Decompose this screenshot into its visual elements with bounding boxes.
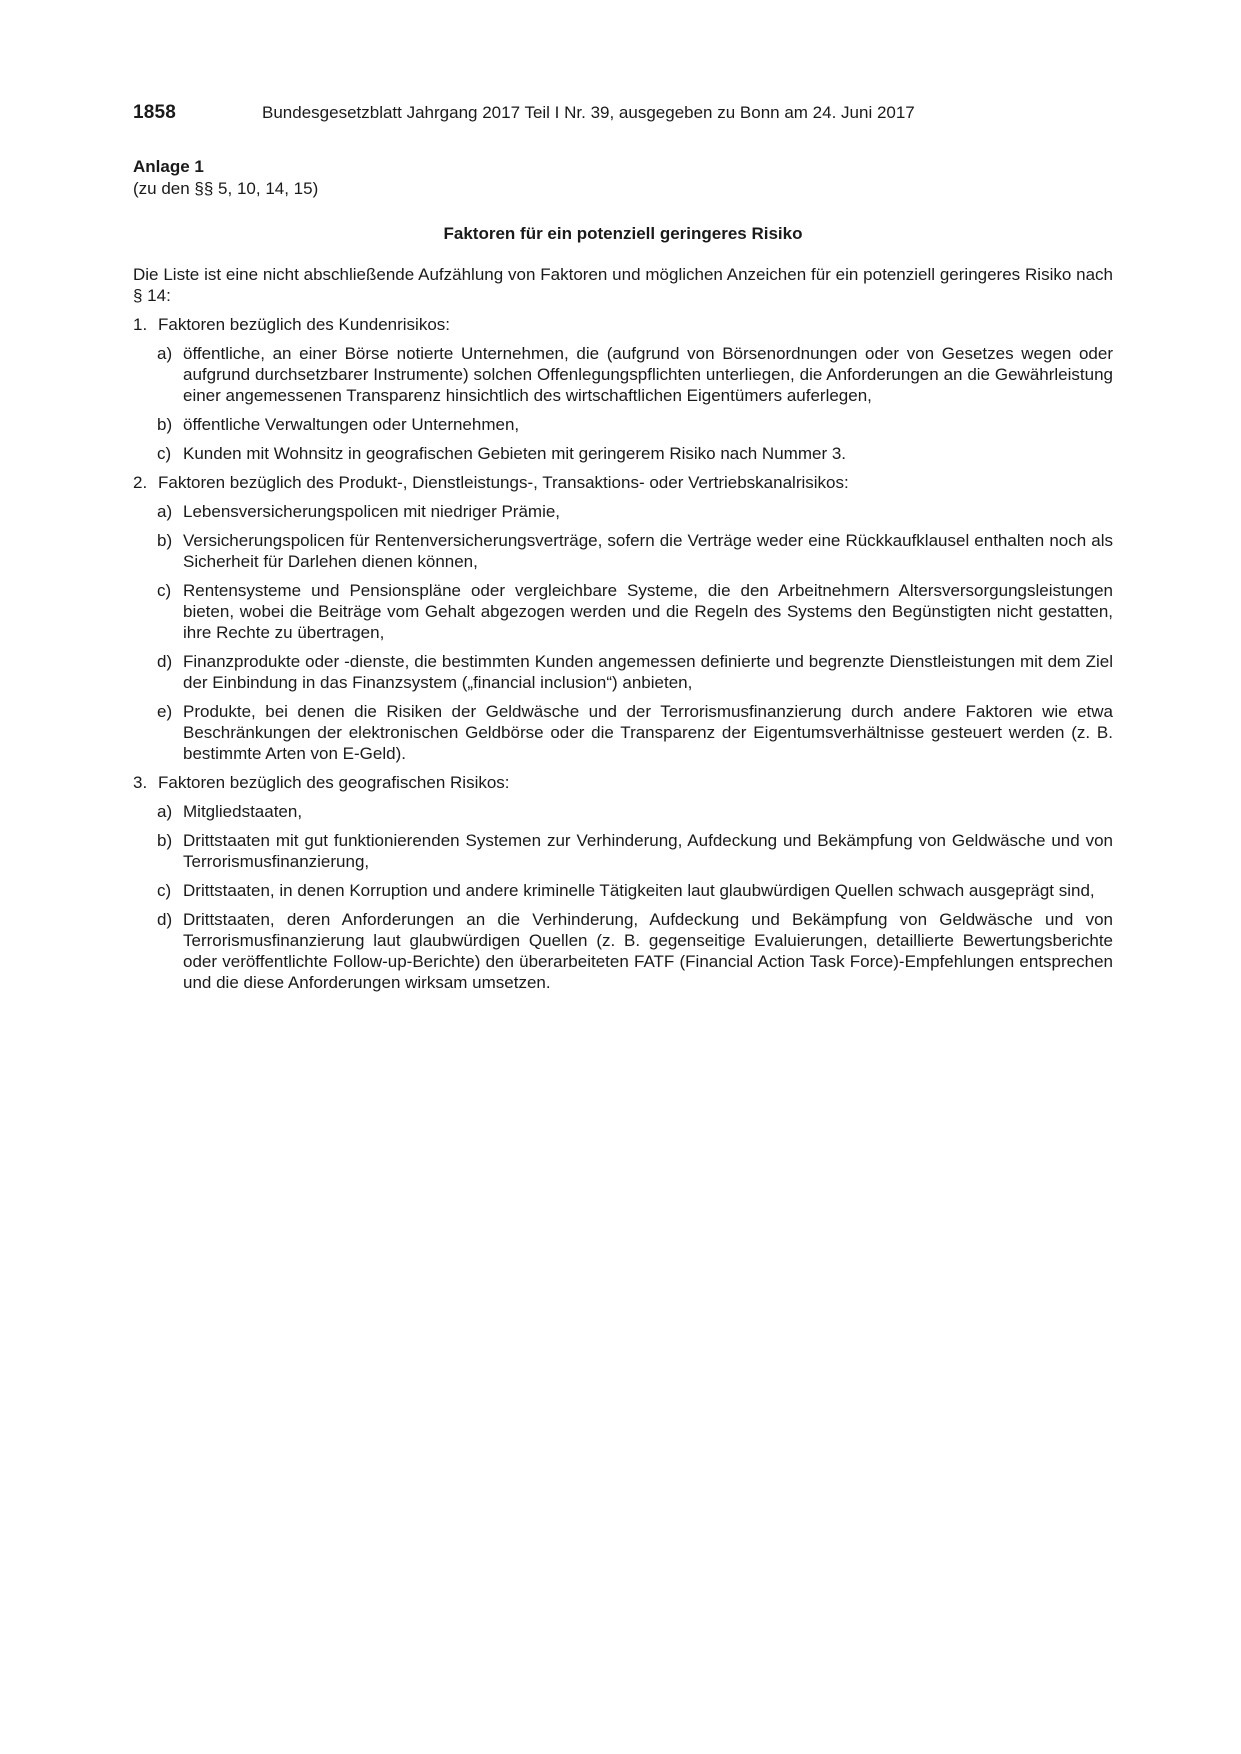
annex-reference: (zu den §§ 5, 10, 14, 15): [133, 179, 319, 198]
section-heading: [133, 772, 1113, 793]
item-letter: c): [157, 881, 172, 900]
item-letter: b): [157, 831, 173, 850]
list-item: [157, 414, 1113, 435]
item-text: Rentensysteme und Pensionspläne oder vergleichbare Systeme, die den Arbeitnehmern Altersversorgungsleistungen bieten, wobei die Beiträge vom Gehalt abgezogen werden und die Regeln des Systems den Begünstigten nicht gestatten, ihre Rechte zu übertragen,: [183, 581, 1113, 642]
section-title: Faktoren bezüglich des geografischen Risikos:: [158, 773, 510, 792]
list-item: [157, 343, 1113, 406]
item-letter: c): [157, 444, 172, 463]
list-item: [157, 701, 1113, 764]
list-item: [157, 651, 1113, 693]
list-item: [157, 830, 1113, 872]
annex-title: Anlage 1: [133, 157, 204, 176]
section-title: Faktoren bezüglich des Produkt-, Dienstleistungs-, Transaktions- oder Vertriebskanalrisikos:: [158, 473, 849, 492]
item-letter: d): [157, 910, 173, 929]
list-item: [157, 909, 1113, 993]
intro-paragraph: Die Liste ist eine nicht abschließende Aufzählung von Faktoren und möglichen Anzeichen für ein potenziell geringeres Risiko nach § 14:: [133, 265, 1113, 305]
item-text: öffentliche Verwaltungen oder Unternehmen,: [183, 415, 520, 434]
item-letter: a): [157, 344, 173, 363]
list-item: [157, 801, 1113, 822]
item-letter: b): [157, 415, 173, 434]
item-text: Versicherungspolicen für Rentenversicherungsverträge, sofern die Verträge weder eine Rückkaufklausel enthalten noch als Sicherheit für Darlehen dienen können,: [183, 531, 1113, 571]
item-letter: b): [157, 531, 173, 550]
document-page: [133, 96, 1113, 1001]
section-heading: [133, 472, 1113, 493]
item-text: Lebensversicherungspolicen mit niedriger Prämie,: [183, 502, 561, 521]
item-text: Mitgliedstaaten,: [183, 802, 303, 821]
list-item: [157, 501, 1113, 522]
section-title: Faktoren bezüglich des Kundenrisikos:: [158, 315, 450, 334]
main-title: Faktoren für ein potenziell geringeres Risiko: [443, 224, 803, 243]
running-head: Bundesgesetzblatt Jahrgang 2017 Teil I Nr. 39, ausgegeben zu Bonn am 24. Juni 2017: [262, 103, 915, 122]
item-text: Drittstaaten mit gut funktionierenden Systemen zur Verhinderung, Aufdeckung und Bekämpfung von Geldwäsche und von Terrorismusfinanzierung,: [183, 831, 1113, 871]
section-1: [133, 314, 1113, 464]
item-letter: d): [157, 652, 173, 671]
list-item: [157, 530, 1113, 572]
list-item: [157, 580, 1113, 643]
page-header: [133, 96, 1113, 126]
list-item: [157, 880, 1113, 901]
section-3: [133, 772, 1113, 993]
item-text: Drittstaaten, in denen Korruption und andere kriminelle Tätigkeiten laut glaubwürdigen Quellen schwach ausgeprägt sind,: [183, 881, 1095, 900]
item-text: öffentliche, an einer Börse notierte Unternehmen, die (aufgrund von Börsenordnungen oder von Gesetzes wegen oder aufgrund durchsetzbarer Instrumente) solchen Offenlegungspflichten unterliegen, die Anforderungen an die Gewährleistung einer angemessenen Transparenz hinsichtlich des wirtschaftlichen Eigentümers auferlegen,: [183, 344, 1113, 405]
section-number: 1.: [133, 315, 148, 334]
item-text: Kunden mit Wohnsitz in geografischen Gebieten mit geringerem Risiko nach Nummer 3.: [183, 444, 846, 463]
section-number: 2.: [133, 473, 148, 492]
item-text: Produkte, bei denen die Risiken der Geldwäsche und der Terrorismusfinanzierung durch andere Faktoren wie etwa Beschränkungen der elektronischen Geldbörse oder die Transparenz der Eigentumsverhältnisse gesteuert werden (z. B. bestimmte Arten von E-Geld).: [183, 702, 1113, 763]
item-text: Drittstaaten, deren Anforderungen an die Verhinderung, Aufdeckung und Bekämpfung von Geldwäsche und von Terrorismusfinanzierung laut glaubwürdigen Quellen (z. B. gegenseitige Evaluierungen, detaillierte Bewertungsberichte oder veröffentlichte Follow-up-Berichte) den überarbeiteten FATF (Financial Action Task Force)-Empfehlungen entsprechen und die diese Anforderungen wirksam umsetzen.: [183, 910, 1113, 992]
item-letter: a): [157, 502, 173, 521]
annex-block: [133, 156, 1113, 200]
item-letter: e): [157, 702, 173, 721]
page-number: 1858: [133, 102, 177, 123]
item-letter: a): [157, 802, 173, 821]
item-letter: c): [157, 581, 172, 600]
list-item: [157, 443, 1113, 464]
section-heading: [133, 314, 1113, 335]
section-number: 3.: [133, 773, 148, 792]
section-2: [133, 472, 1113, 764]
item-text: Finanzprodukte oder -dienste, die bestimmten Kunden angemessen definierte und begrenzte Dienstleistungen mit dem Ziel der Einbindung in das Finanzsystem („financial inclusion“) anbieten,: [183, 652, 1113, 692]
